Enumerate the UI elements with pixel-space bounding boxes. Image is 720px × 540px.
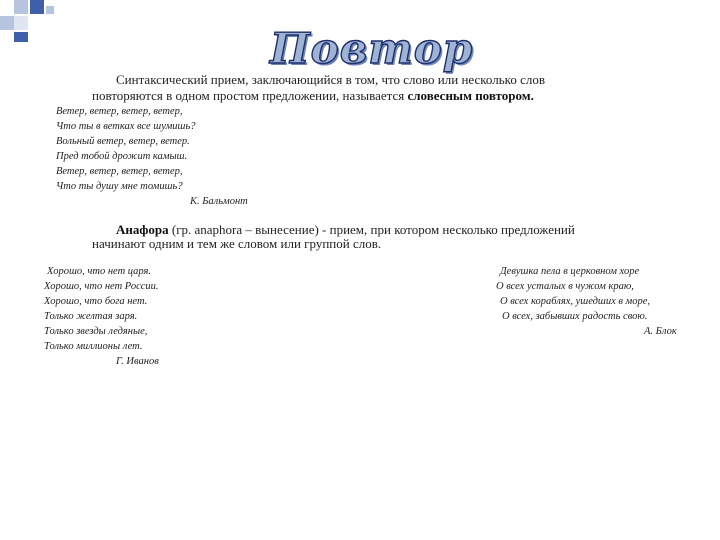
poem-line: Хорошо, что нет царя. (47, 266, 152, 277)
poem-line: Хорошо, что нет России. (44, 281, 159, 292)
poem-blok (496, 264, 677, 339)
poem-author: А. Блок (644, 326, 677, 337)
poem-line: Пред тобой дрожит камыш. (56, 151, 188, 162)
poem-line: О всех усталых в чужом краю, (496, 281, 634, 292)
poem-author: Г. Иванов (116, 356, 159, 367)
poem-balmont (56, 104, 248, 209)
poem-line: Что ты душу мне томишь? (56, 181, 183, 192)
poem-line: Хорошо, что бога нет. (44, 296, 148, 307)
poem-line: Только желтая заря. (44, 311, 138, 322)
poem-author: К. Бальмонт (190, 196, 248, 207)
definition-line-1: Синтаксический прием, заключающийся в том, что слово или несколько слов (116, 72, 545, 87)
poem-line: Что ты в ветках все шумишь? (56, 121, 196, 132)
definition-repetition (116, 72, 545, 87)
definition-anaphora (116, 222, 575, 237)
anaphora-line-1: (гр. anaphora – вынесение) - прием, при котором несколько предложений (168, 222, 575, 237)
definition-line-2: повторяются в одном простом предложении, называется (92, 88, 408, 103)
poem-line: О всех, забывших радость свою. (502, 311, 648, 322)
definition-anaphora-line2: начинают одним и тем же словом или группой слов. (92, 236, 382, 251)
definition-term: словесным повтором. (407, 88, 534, 103)
poem-line: О всех кораблях, ушедших в море, (500, 296, 651, 307)
poem-line: Только звезды ледяные, (44, 326, 148, 337)
poem-line: Только миллионы лет. (44, 341, 143, 352)
poem-line: Ветер, ветер, ветер, ветер, (56, 166, 183, 177)
definition-repetition-line2 (92, 88, 534, 103)
poem-line: Девушка пела в церковном хоре (500, 266, 640, 277)
anaphora-term: Анафора (116, 222, 169, 237)
corner-decoration (0, 0, 60, 45)
poem-line: Вольный ветер, ветер, ветер. (56, 136, 190, 147)
poem-line: Ветер, ветер, ветер, ветер, (56, 106, 183, 117)
slide-title: Повтор (270, 24, 474, 73)
poem-ivanov (44, 264, 159, 369)
